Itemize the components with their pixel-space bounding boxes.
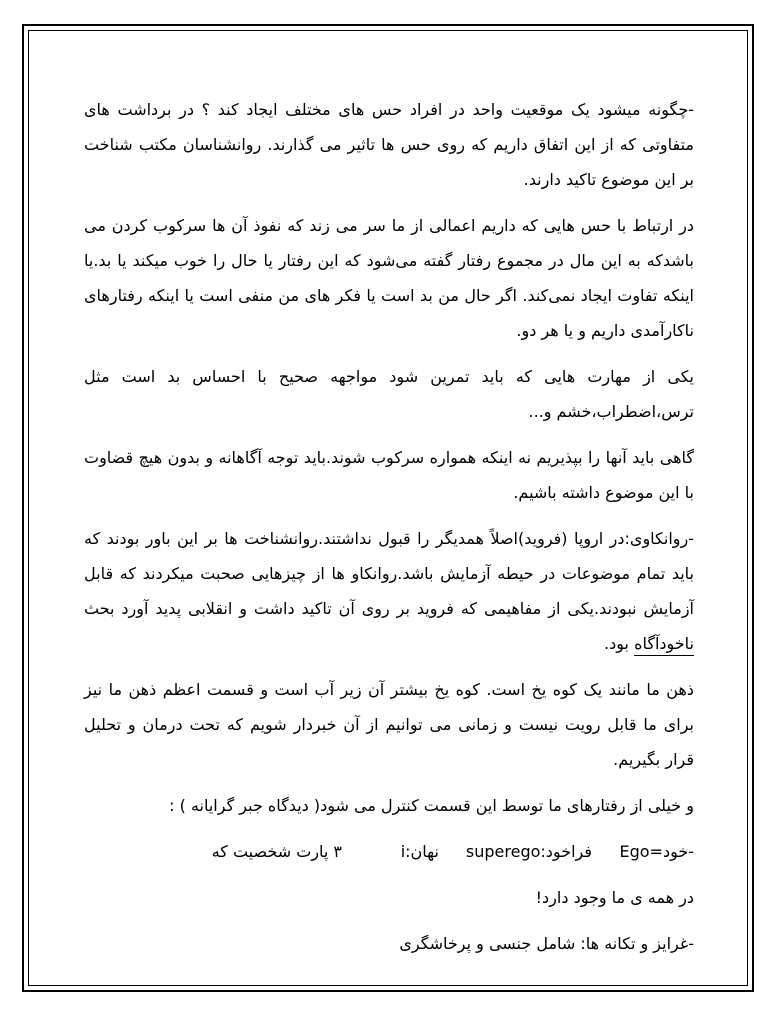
line-drives: -غرایز و تکانه ها: شامل جنسی و پرخاشگری [399,934,694,953]
line-ego [84,834,694,869]
paragraph-iceberg: ذهن ما مانند یک کوه یخ است. کوه یخ بیشتر آن زیر آب است و قسمت اعظم ذهن ما نیز برای ما قابل رویت نیست و زمانی می توانیم از آن خبردار شویم که تحت درمان و تحلیل قرار بگیریم. [84,680,694,769]
psychoanalysis-end: بود. [604,634,635,653]
line-control: و خیلی از رفتارهای ما توسط این قسمت کنترل می شود( دیدگاه جبر گرایانه ) : [169,796,694,815]
paragraph-perception: -چگونه میشود یک موقعیت واحد در افراد حس های مختلف ایجاد کند ؟ در برداشت های متفاوتی که از این اتفاق داریم که روی حس ها تاثیر می گذارند. روانشناسان مکتب شناخت بر این موضوع تاکید دارند. [84,100,694,189]
id-term: نهان:i [400,842,439,861]
paragraph-psychoanalysis [84,521,694,661]
unconscious-term: ناخودآگاه [634,634,694,653]
paragraph-skills: یکی از مهارت هایی که باید تمرین شود مواجهه صحیح با احساس بد است مثل ترس،اضطراب،خشم و... [84,367,694,421]
document-body [84,92,694,972]
ego-term: -خود=Ego [619,842,694,861]
paragraph-acceptance: گاهی باید آنها را بپذیریم نه اینکه همواره سرکوب شوند.باید توجه آگاهانه و بدون هیچ قضاوت با این موضوع داشته باشیم. [84,448,694,502]
line-everyone: در همه ی ما وجود دارد! [535,888,694,907]
paragraph-behavior: در ارتباط با حس هایی که داریم اعمالی از ما سر می زند که نفوذ آن ها سرکوب کردن می باشدکه به این مال در مجموع رفتار گفته می‌شود که این رفتار یا حال را خوب میکند یا بد.یا اینکه تفاوت ایجاد نمی‌کند. اگر حال من بد است یا فکر های من منفی است یا اینکه رفتارهای ناکارآمدی داریم و یا هر دو. [84,216,694,340]
psychoanalysis-text: -روانکاوی:در اروپا (فروید)اصلاً همدیگر را قبول نداشتند.روانشناخت ها بر این باور بودند که باید تمام موضوعات در حیطه آزمایش باشد.روانکاو ها از چیزهایی صحبت میکردند که قابل آزمایش نبودند.یکی از مفاهیمی که فروید بر روی آن تاکید داشت و انقلابی پدید آورد بحث [84,529,694,618]
three-part-text: ۳ پارت شخصیت که [211,842,342,861]
superego-term: فراخود:superego [465,842,592,861]
